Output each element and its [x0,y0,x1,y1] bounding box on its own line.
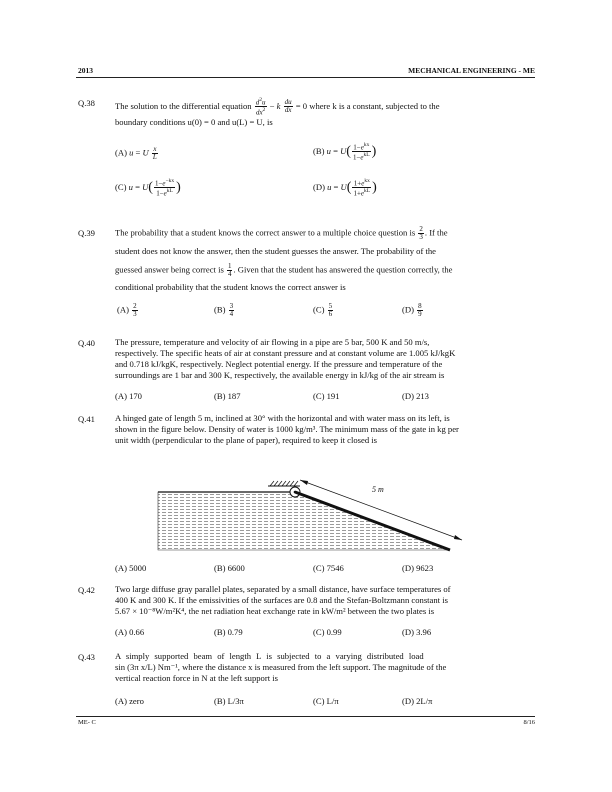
option-c[interactable]: (C) 191 [313,391,340,401]
option-d[interactable]: (D) u = U( $\frac{1+e^{kx}}{1+e^{kL}}$ ) [313,178,377,198]
option-a[interactable]: (A) 5000 [115,563,147,573]
option-a[interactable]: (A) zero [115,696,144,706]
water-region [158,492,450,550]
option-c[interactable]: (C) u = U( $\frac{1-e^{-kx}}{1-e^{kL}}$ ) [115,178,181,198]
question-text: The pressure, temperature and velocity of air flowing in a pipe are 5 bar, 500 K and 50 m/s, [115,337,430,347]
question-text: surroundings are 1 bar and 300 K, respectively, the available energy in kJ/kg of the air stream is [115,370,445,380]
option-d[interactable]: (D) 9623 [402,563,434,573]
question-text: unit width (perpendicular to the plane of paper), required to keep it closed is [115,435,378,445]
stem-part: The solution to the differential equation [115,100,252,111]
question-text: student does not know the answer, then the student guesses the answer. The probability of the [115,246,436,256]
stem-part: = 0 where k is a constant, subjected to the [295,100,440,111]
question-text: 5.67 × 10⁻⁸W/m²K⁴, the net radiation heat exchange rate in kW/m² between the two plates is [115,606,435,616]
exam-year: 2013 [78,66,93,75]
question-text: conditional probability that the student knows the correct answer is [115,282,346,292]
option-c[interactable]: (C) $\frac{5}{6}$ [313,302,333,318]
option-d[interactable]: (D) $\frac{8}{9}$ [402,302,422,318]
question-text: boundary conditions u(0) = 0 and u(L) = U, is [115,117,273,127]
option-b[interactable]: (B) u = U( $\frac{1-e^{kx}}{1-e^{kL}}$ ) [313,142,377,162]
question-text: and 0.718 kJ/kgK, respectively. Neglect potential energy. If the pressure and temperature of the [115,359,443,369]
question-text: Two large diffuse gray parallel plates, separated by a small distance, have surface temperatures of [115,584,451,594]
question-number: Q.40 [78,338,95,348]
gate-length-label: 5 m [372,485,384,494]
option-a[interactable]: (A) u = U $\frac{x}{L}$ [115,145,157,161]
option-b[interactable]: (B) 187 [214,391,241,401]
option-b[interactable]: (B) 0.79 [214,627,243,637]
option-a[interactable]: (A) 170 [115,391,142,401]
question-text: guessed answer being correct is $\frac{1}{4}$ . Given that the student has answered the question correctly, the [115,262,453,278]
question-text: A simply supported beam of length L is subjected to a varying distributed load [115,651,424,661]
question-number: Q.43 [78,652,95,662]
hinge-support [268,481,300,486]
option-b[interactable]: (B) 6600 [214,563,245,573]
option-c[interactable]: (C) 0.99 [313,627,342,637]
hinged-gate-figure [150,472,470,557]
question-text: 400 K and 300 K. If the emissivities of the surfaces are 0.8 and the Stefan-Boltzmann constant is [115,595,448,605]
question-number: Q.41 [78,414,95,424]
question-number: Q.38 [78,98,95,108]
question-text: vertical reaction force in N at the left support is [115,673,278,683]
option-a[interactable]: (A) 0.66 [115,627,145,637]
option-b[interactable]: (B) $\frac{3}{4}$ [214,302,234,318]
option-c[interactable]: (C) L/π [313,696,339,706]
option-d[interactable]: (D) 2L/π [402,696,433,706]
paper-code: ME- C [78,719,96,726]
question-text: sin (3π x/L) Nm⁻¹, where the distance x is measured from the left support. The magnitude of the [115,662,447,672]
question-text: The solution to the differential equation $\frac{d^2u}{dx^2}$ − k $\frac{du}{dx}$ = 0 where k is a constant, subjected to the [115,97,440,117]
question-number: Q.42 [78,585,95,595]
question-text: The probability that a student knows the correct answer to a multiple choice question is $\frac{2}{3}$ . If the [115,225,448,241]
option-b[interactable]: (B) L/3π [214,696,244,706]
option-d[interactable]: (D) 213 [402,391,429,401]
footer-rule [76,716,535,717]
option-a[interactable]: (A) $\frac{2}{3}$ [117,302,137,318]
subject-title: MECHANICAL ENGINEERING - ME [408,66,535,75]
option-d[interactable]: (D) 3.96 [402,627,432,637]
question-number: Q.39 [78,228,95,238]
question-text: shown in the figure below. Density of water is 1000 kg/m³. The minimum mass of the gate in kg per [115,424,459,434]
question-text: A hinged gate of length 5 m, inclined at 30° with the horizontal and with water mass on its left, is [115,413,450,423]
header-rule [76,77,535,78]
question-text: respectively. The specific heats of air at constant pressure and at constant volume are 1.005 kJ/kgK [115,348,456,358]
option-c[interactable]: (C) 7546 [313,563,344,573]
page-number: 8/16 [523,719,535,726]
